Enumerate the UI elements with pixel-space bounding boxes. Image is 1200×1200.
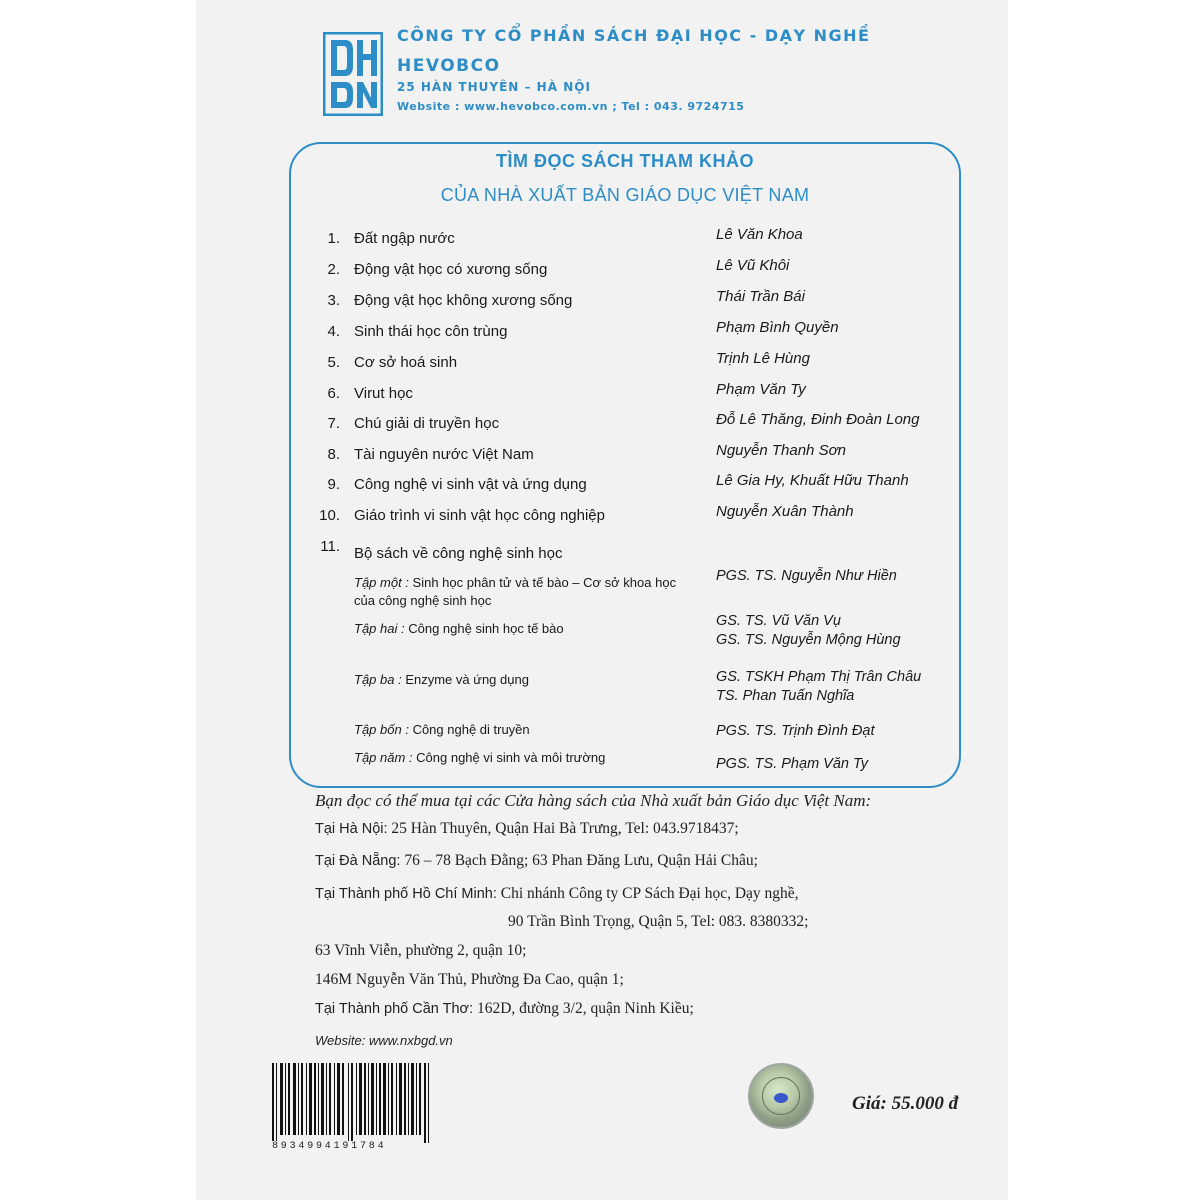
volume-description: [354, 749, 699, 767]
book-author: Trịnh Lê Hùng: [716, 350, 810, 367]
book-list-item: [0, 350, 1200, 378]
store-address: Chi nhánh Công ty CP Sách Đại học, Dạy nghề,: [500, 885, 799, 902]
book-title: Chú giải di truyền học: [354, 415, 500, 432]
store-hanoi: [315, 820, 739, 838]
book-title: Sinh thái học côn trùng: [354, 323, 508, 340]
book-author: Phạm Bình Quyền: [716, 319, 839, 336]
book-number: 7.: [327, 415, 340, 432]
book-number: 9.: [327, 476, 340, 493]
volume-author-line: PGS. TS. Phạm Văn Ty: [716, 756, 869, 772]
volume-description: [354, 620, 699, 638]
store-hcm: [315, 885, 799, 903]
volume-title: Công nghệ di truyền: [412, 722, 530, 737]
store-city-label: Tại Đà Nẵng:: [315, 853, 401, 869]
volume-description: [354, 574, 699, 610]
volume-title: Công nghệ vi sinh và môi trường: [416, 750, 606, 765]
nxbgd-website: Website: www.nxbgd.vn: [315, 1033, 453, 1048]
book-title: Virut học: [354, 385, 413, 402]
book-number: 10.: [319, 507, 340, 524]
book-title: Đất ngập nước: [354, 230, 455, 247]
volume-author-line: GS. TS. Vũ Văn Vụ: [716, 613, 841, 629]
book-list-item: [0, 257, 1200, 285]
book-number: 4.: [327, 323, 340, 340]
volume-author-line: TS. Phan Tuấn Nghĩa: [716, 688, 855, 704]
volume-author-line: PGS. TS. Trịnh Đình Đạt: [716, 723, 875, 739]
book-author: Thái Trần Bái: [716, 288, 805, 305]
book-title: Giáo trình vi sinh vật học công nghiệp: [354, 507, 605, 524]
book-list-item: [0, 319, 1200, 347]
volume-author-line: GS. TSKH Phạm Thị Trân Châu: [716, 669, 922, 685]
volume-title: Sinh học phân tử và tế bào – Cơ sở khoa học của công nghệ sinh học: [354, 575, 677, 608]
volume-description: [354, 721, 699, 739]
volume-author: [716, 668, 921, 706]
store-city-label: Tại Thành phố Cần Thơ:: [315, 1001, 474, 1017]
book-author: Lê Vũ Khôi: [716, 257, 790, 274]
book-list-item: [0, 226, 1200, 254]
book-author: Nguyễn Thanh Sơn: [716, 442, 846, 459]
volume-label: Tập ba :: [354, 672, 402, 687]
book-list-item: [0, 381, 1200, 409]
publisher-company-name: CÔNG TY CỔ PHẦN SÁCH ĐẠI HỌC - DẠY NGHỀ: [397, 26, 871, 45]
volume-author: [716, 612, 901, 650]
book-number: 11.: [320, 538, 340, 555]
publisher-short-name: HEVOBCO: [397, 56, 501, 76]
store-address: 162D, đường 3/2, quận Ninh Kiều;: [476, 1000, 694, 1017]
book-list-item: [0, 503, 1200, 531]
store-danang: [315, 852, 758, 870]
book-title: Bộ sách về công nghệ sinh học: [354, 545, 563, 562]
book-list-item: [0, 472, 1200, 500]
book-list-item: [0, 540, 1200, 564]
volume-author: [716, 567, 897, 586]
publisher-website-phone: Website : www.hevobco.com.vn ; Tel : 043. 9724715: [397, 100, 745, 113]
store-hcm-address-3: 63 Vĩnh Viễn, phường 2, quận 10;: [315, 942, 527, 959]
volume-author: [716, 755, 868, 774]
book-list-item: [0, 442, 1200, 470]
volume-label: Tập năm :: [354, 750, 413, 765]
store-address: 25 Hàn Thuyên, Quận Hai Bà Trưng, Tel: 043.9718437;: [391, 820, 739, 837]
volume-label: Tập hai :: [354, 621, 405, 636]
book-price: Giá: 55.000 đ: [852, 1093, 959, 1114]
reference-subtitle: CỦA NHÀ XUẤT BẢN GIÁO DỤC VIỆT NAM: [440, 185, 810, 205]
dh-dn-logo-icon: [323, 32, 383, 116]
book-title: Công nghệ vi sinh vật và ứng dụng: [354, 476, 587, 493]
book-author: Phạm Văn Ty: [716, 381, 806, 398]
book-title: Động vật học không xương sống: [354, 292, 573, 309]
book-number: 8.: [327, 446, 340, 463]
volume-author-line: PGS. TS. Nguyễn Như Hiền: [716, 568, 897, 584]
store-hcm-address-4: 146M Nguyễn Văn Thủ, Phường Đa Cao, quận 1;: [315, 971, 624, 988]
store-hcm-address-2: 90 Trần Bình Trọng, Quận 5, Tel: 083. 8380332;: [508, 913, 809, 930]
stores-heading: Bạn đọc có thể mua tại các Cửa hàng sách của Nhà xuất bản Giáo dục Việt Nam:: [315, 791, 872, 810]
barcode-number: 8934994191784: [272, 1141, 387, 1152]
seal-mark: [774, 1093, 788, 1103]
volume-title: Enzyme và ứng dụng: [405, 672, 529, 687]
volume-author-line: GS. TS. Nguyễn Mộng Hùng: [716, 632, 901, 648]
book-author: Lê Văn Khoa: [716, 226, 803, 243]
hologram-seal-icon: [748, 1063, 814, 1129]
book-number: 1.: [327, 230, 340, 247]
book-number: 2.: [327, 261, 340, 278]
book-list-item: [0, 288, 1200, 316]
store-city-label: Tại Hà Nội:: [315, 821, 388, 837]
volume-title: Công nghệ sinh học tế bào: [408, 621, 564, 636]
book-title: Tài nguyên nước Việt Nam: [354, 446, 534, 463]
book-number: 6.: [327, 385, 340, 402]
book-number: 5.: [327, 354, 340, 371]
publisher-address: 25 HÀN THUYÊN – HÀ NỘI: [397, 80, 591, 94]
reference-title: TÌM ĐỌC SÁCH THAM KHẢO: [496, 151, 754, 171]
book-author: Đỗ Lê Thăng, Đinh Đoàn Long: [716, 411, 920, 428]
book-title: Động vật học có xương sống: [354, 261, 548, 278]
book-author: Lê Gia Hy, Khuất Hữu Thanh: [716, 472, 909, 489]
store-address: 76 – 78 Bạch Đằng; 63 Phan Đăng Lưu, Quận Hải Châu;: [404, 852, 758, 869]
volume-label: Tập bốn :: [354, 722, 409, 737]
volume-author: [716, 722, 874, 741]
book-list-item: [0, 411, 1200, 439]
volume-description: [354, 671, 699, 689]
volume-label: Tập một :: [354, 575, 409, 590]
book-author: Nguyễn Xuân Thành: [716, 503, 854, 520]
barcode-icon: [272, 1063, 437, 1151]
book-number: 3.: [327, 292, 340, 309]
store-city-label: Tại Thành phố Hồ Chí Minh:: [315, 886, 497, 902]
book-title: Cơ sở hoá sinh: [354, 354, 458, 371]
store-cantho: [315, 1000, 694, 1018]
